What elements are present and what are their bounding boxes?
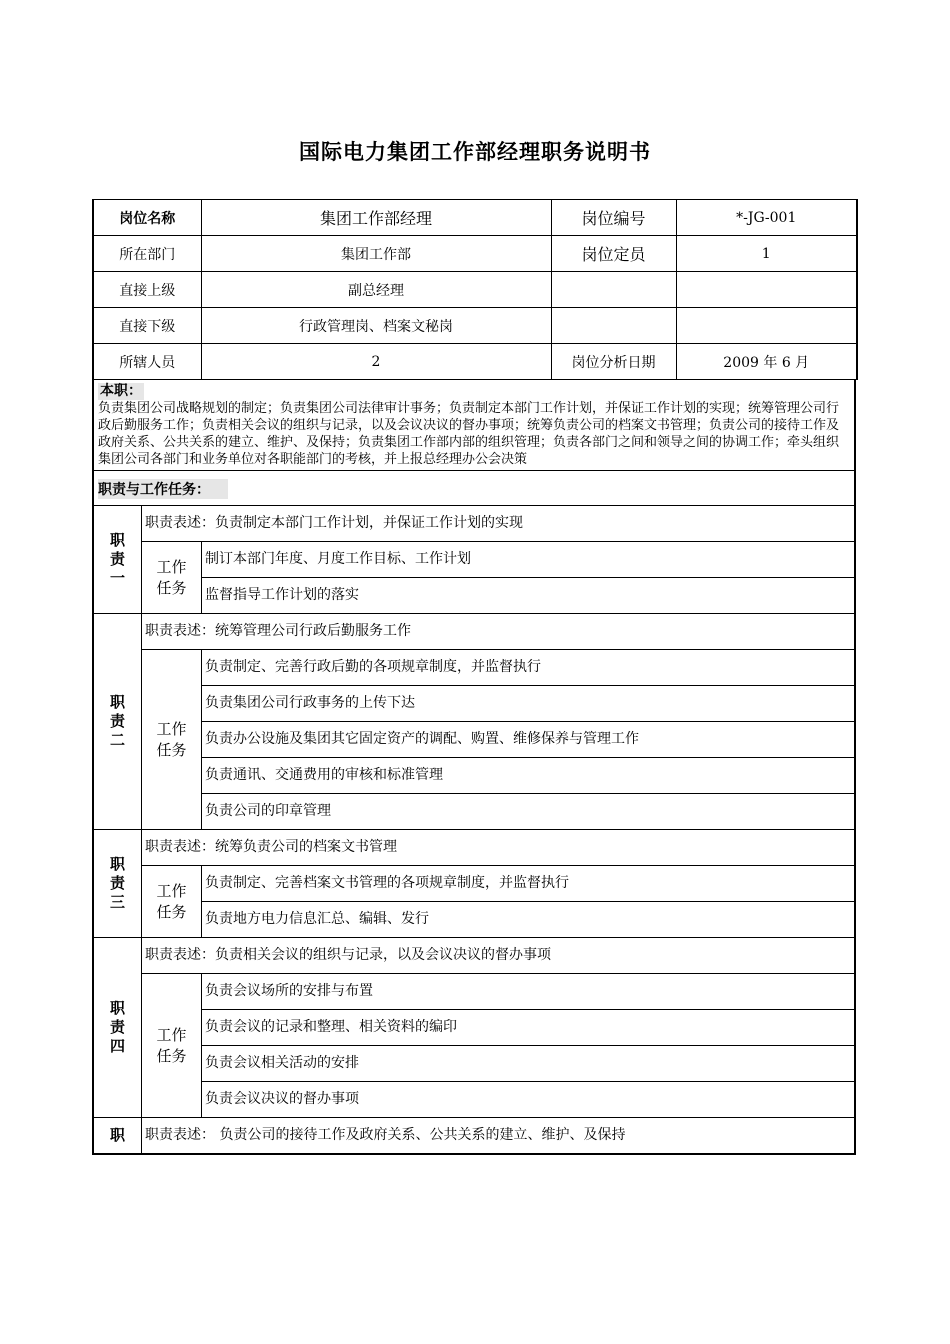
- task-item: 负责地方电力信息汇总、编辑、发行: [205, 911, 429, 927]
- duty-description: 职责表述： 负责公司的接待工作及政府关系、公共关系的建立、维护、及保持: [145, 1127, 626, 1143]
- table-row: [93, 236, 857, 272]
- task-item: 负责制定、完善行政后勤的各项规章制度，并监督执行: [202, 650, 854, 686]
- task-item: 负责公司的印章管理: [205, 803, 331, 819]
- value-headcount: 1: [676, 236, 857, 272]
- table-row: [93, 272, 857, 308]
- task-item: 负责会议决议的督办事项: [205, 1091, 359, 1107]
- label-direct-subordinate: 直接下级: [93, 308, 201, 344]
- label-department: 所在部门: [93, 236, 201, 272]
- label-position-code: 岗位编号: [551, 200, 676, 236]
- task-label: 工作 任务: [142, 542, 202, 613]
- duty-description: 职责表述：负责相关会议的组织与记录，以及会议决议的督办事项: [142, 938, 854, 974]
- table-row: [93, 200, 857, 236]
- task-item: 负责会议相关活动的安排: [202, 1046, 854, 1082]
- value-direct-subordinate: 行政管理岗、档案文秘岗: [201, 308, 551, 344]
- value-direct-superior: 副总经理: [201, 272, 551, 308]
- duty-block-2: [92, 614, 856, 830]
- task-item: 制订本部门年度、月度工作目标、工作计划: [202, 542, 854, 578]
- value-analysis-date: 2009 年 6 月: [676, 344, 857, 380]
- duty-block-1: [92, 506, 856, 614]
- task-item: 负责通讯、交通费用的审核和标准管理: [202, 758, 854, 794]
- label-position-name: 岗位名称: [93, 200, 201, 236]
- duty-block-3: [92, 830, 856, 938]
- empty-cell: [676, 272, 857, 308]
- basic-info-table: [92, 199, 858, 380]
- label-analysis-date: 岗位分析日期: [551, 344, 676, 380]
- task-item: 负责制定、完善档案文书管理的各项规章制度，并监督执行: [202, 866, 854, 902]
- duty-block-5: [92, 1118, 856, 1155]
- job-description-form: [92, 199, 856, 1155]
- duty-label: 职 责 四: [94, 938, 142, 1117]
- table-row: [93, 344, 857, 380]
- task-item: 负责集团公司行政事务的上传下达: [202, 686, 854, 722]
- task-label: 工作 任务: [142, 974, 202, 1117]
- main-responsibility-section: [92, 380, 856, 471]
- duty-label: 职: [94, 1118, 142, 1153]
- value-position-code: *-JG-001: [676, 200, 857, 236]
- page-title: 国际电力集团工作部经理职务说明书: [299, 140, 651, 164]
- duty-description: 职责表述：统筹管理公司行政后勤服务工作: [142, 614, 854, 650]
- task-item: 监督指导工作计划的落实: [205, 587, 359, 603]
- task-item: 负责会议的记录和整理、相关资料的编印: [202, 1010, 854, 1046]
- label-direct-superior: 直接上级: [93, 272, 201, 308]
- task-label: 工作 任务: [142, 866, 202, 937]
- empty-cell: [676, 308, 857, 344]
- table-row: [93, 308, 857, 344]
- duty-label: 职 责 二: [94, 614, 142, 829]
- duty-block-4: [92, 938, 856, 1118]
- main-responsibility-heading: 本职：: [100, 383, 142, 399]
- duty-description: 职责表述：负责制定本部门工作计划，并保证工作计划的实现: [142, 506, 854, 542]
- main-responsibility-text: 负责集团公司战略规划的制定；负责集团公司法律审计事务；负责制定本部门工作计划，并保证工作计划的实现；统筹管理公司行政后勤服务工作；负责相关会议的组织与记录，以及会议决议的督办事项；统筹负责公司的档案文书管理；负责公司的接待工作及政府关系、公共关系的建立、维护、及保持；负责集团工作部内部的组织管理；负责各部门之间和领导之间的协调工作；牵头组织集团公司各部门和业务单位对各职能部门的考核，并上报总经理办公会决策: [98, 401, 840, 467]
- label-headcount: 岗位定员: [551, 236, 676, 272]
- value-staff: 2: [201, 344, 551, 380]
- duty-description: 职责表述：统筹负责公司的档案文书管理: [142, 830, 854, 866]
- duties-section-header: [92, 471, 856, 506]
- duty-label: 职 责 三: [94, 830, 142, 937]
- task-item: 负责办公设施及集团其它固定资产的调配、购置、维修保养与管理工作: [202, 722, 854, 758]
- label-staff: 所辖人员: [93, 344, 201, 380]
- value-position-name: 集团工作部经理: [201, 200, 551, 236]
- task-label: 工作 任务: [142, 650, 202, 829]
- value-department: 集团工作部: [201, 236, 551, 272]
- empty-cell: [551, 308, 676, 344]
- task-item: 负责会议场所的安排与布置: [202, 974, 854, 1010]
- duties-heading: 职责与工作任务：: [98, 479, 228, 499]
- empty-cell: [551, 272, 676, 308]
- duty-label: 职 责 一: [94, 506, 142, 613]
